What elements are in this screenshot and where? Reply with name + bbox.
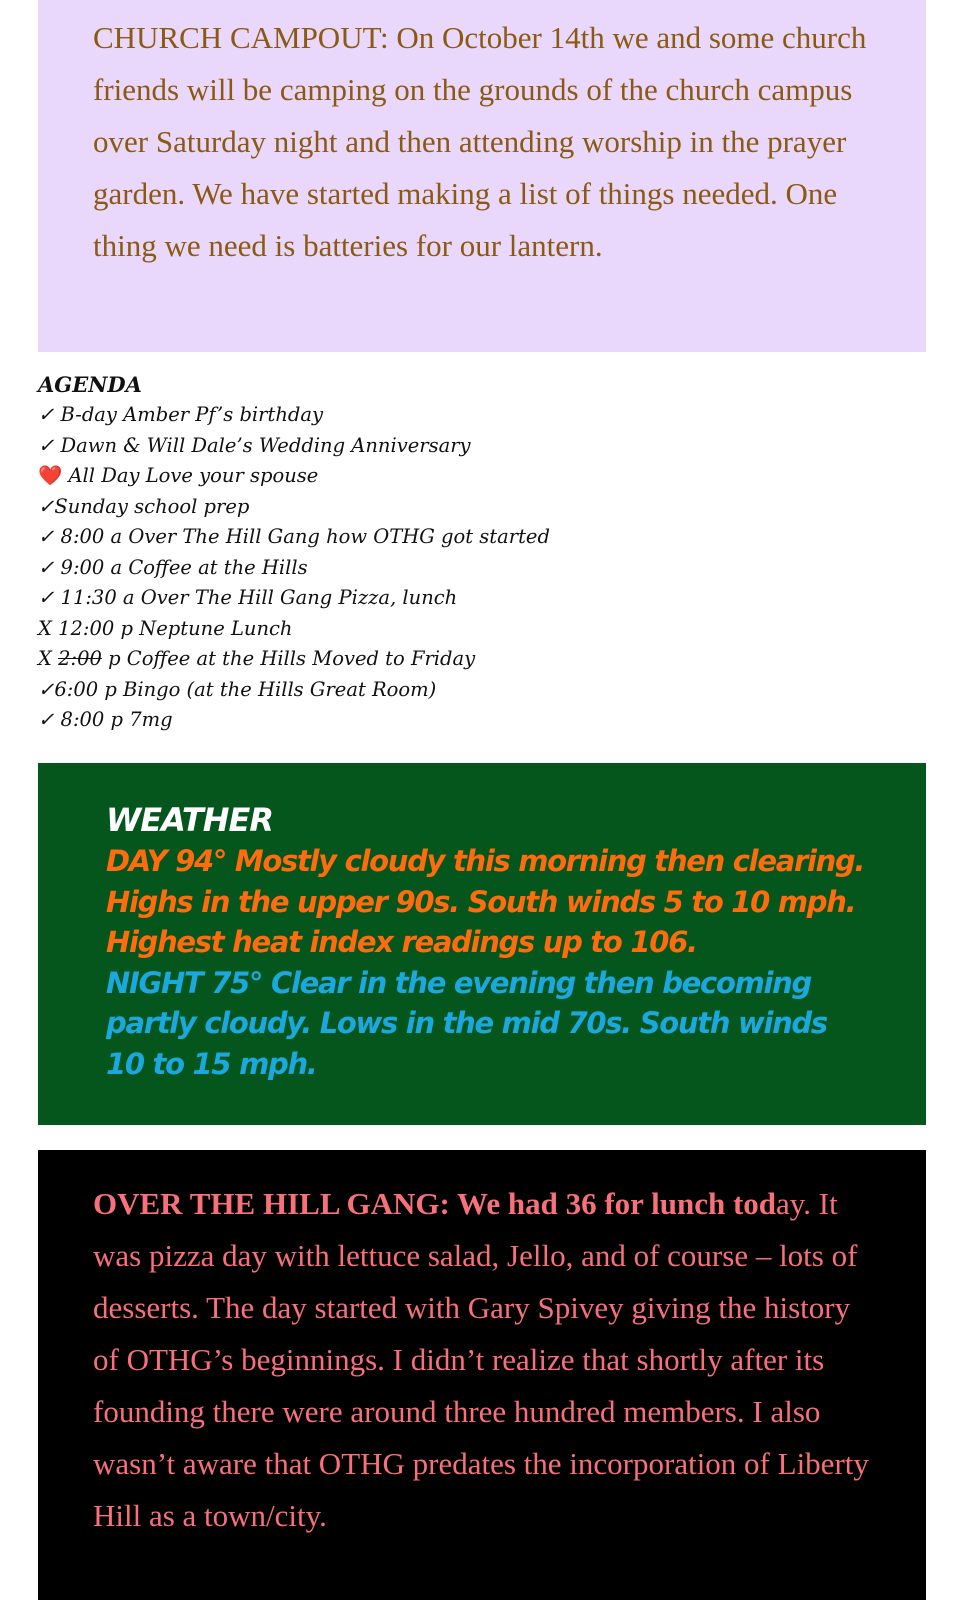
agenda-item: ✓ B-day Amber Pf’s birthday	[38, 403, 324, 426]
agenda-item: X 12:00 p Neptune Lunch	[38, 616, 293, 640]
agenda-item: ✓ 8:00 a Over The Hill Gang how OTHG got started	[38, 525, 550, 548]
check-icon: ✓	[38, 403, 55, 426]
agenda-item: ✓ 9:00 a Coffee at the Hills	[38, 555, 308, 579]
weather-day-forecast: DAY 94° Mostly cloudy this morning then clearing. Highs in the upper 90s. South winds 5 to 10 mph. Highest heat index readings up to 106.	[106, 844, 865, 959]
agenda-title: AGENDA	[38, 372, 142, 397]
campout-paragraph	[93, 12, 876, 272]
agenda-item: X 2:00 p Coffee at the Hills Moved to Friday	[38, 647, 476, 670]
check-icon: ✓	[38, 525, 55, 548]
check-icon: ✓	[38, 494, 55, 518]
check-icon: ✓	[38, 677, 55, 701]
agenda-item: ✓6:00 p Bingo (at the Hills Great Room)	[38, 677, 437, 701]
weather-title: WEATHER	[106, 801, 273, 839]
campout-heading: CHURCH CAMPOUT	[93, 20, 380, 55]
check-icon: ✓	[38, 586, 55, 609]
cross-icon: X	[38, 647, 52, 670]
agenda-item: ✓Sunday school prep	[38, 494, 250, 518]
weather-section	[38, 763, 926, 1125]
cross-icon: X	[38, 616, 52, 640]
weather-night-forecast: NIGHT 75° Clear in the evening then becoming partly cloudy. Lows in the mid 70s. South winds 10 to 15 mph.	[106, 965, 827, 1081]
campout-section	[38, 0, 926, 352]
agenda-item: ✓ Dawn & Will Dale’s Wedding Anniversary	[38, 433, 471, 457]
othg-heading: OVER THE HILL GANG: We had 36 for lunch tod	[93, 1186, 777, 1221]
heart-icon: ❤️	[38, 464, 63, 487]
check-icon: ✓	[38, 555, 55, 579]
agenda-section	[38, 370, 638, 736]
othg-section	[38, 1150, 926, 1600]
agenda-item: ✓ 8:00 p 7mg	[38, 708, 173, 731]
othg-paragraph	[93, 1178, 876, 1542]
agenda-item: ❤️ All Day Love your spouse	[38, 464, 319, 487]
check-icon: ✓	[38, 433, 55, 457]
othg-text: ay. It was pizza day with lettuce salad, Jello, and of course – lots of desserts. The day started with Gary Spivey giving the history of OTHG’s beginnings. I didn’t realize that shortly after its founding there were around three hundred members. I also wasn’t aware that OTHG predates the incorporation of Liberty Hill as a town/city.	[93, 1186, 869, 1533]
struck-time: 2:00	[58, 647, 102, 670]
campout-text: : On October 14th we and some church friends will be camping on the grounds of the church campus over Saturday night and then attending worship in the prayer garden. We have started making a list of things needed. One thing we need is batteries for our lantern.	[93, 20, 867, 263]
check-icon: ✓	[38, 708, 55, 731]
agenda-item: ✓ 11:30 a Over The Hill Gang Pizza, lunch	[38, 586, 458, 609]
